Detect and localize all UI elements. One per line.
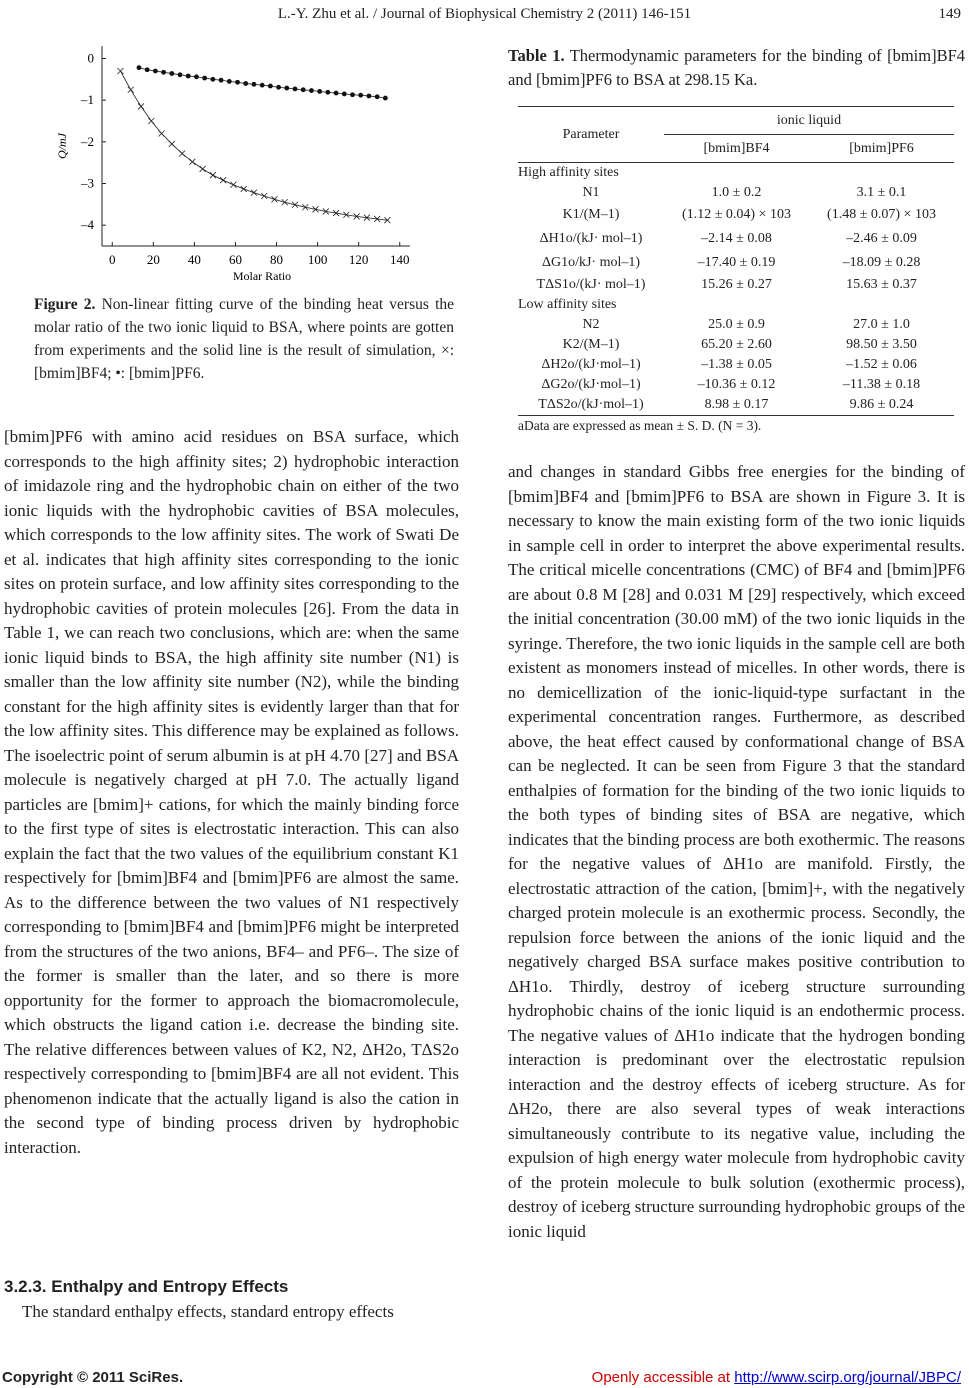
- x-tick-label: 60: [228, 252, 242, 267]
- data-point-bf4: [128, 87, 134, 93]
- data-point-bf4: [210, 172, 216, 178]
- left-paragraph: [bmim]PF6 with amino acid residues on BSA surface, which corresponds to the high affinity sites; 2) hydrophobic interaction of imidazole ring and the hydrophobic chain on either of the two ionic liquids with the hydrophobic cavities of BSA molecules, which corresponds to the low affinity sites. The work of Swati De et al. indicates that high affinity sites corresponding to the ionic sites on protein surface, and low affinity sites corresponding to the hydrophobic cavities of protein molecules [26]. From the data in Table 1, we can reach two conclusions, which are: when the same ionic liquid binds to BSA, the high affinity site number (N1) is smaller than the low affinity site number (N2), while the binding constant for the high affinity sites is evidently larger than that for the low affinity sites. This difference may be explained as follows. The isoelectric point of serum albumin is at pH 4.70 [27] and BSA molecule is negatively charged at pH 7.0. The actually ligand particles are [bmim]+ cations, for which the mainly binding force to the first type of sites is electrostatic interaction. This can also explain the fact that the two values of the equilibrium constant K1 respectively for [bmim]BF4 and [bmim]PF6 are almost the same. As to the difference between the two values of N1 respectively corresponding to [bmim]BF4 and [bmim]PF6 might be interpreted from the structures of the two anions, BF4– and PF6–. The size of the former is smaller than the later, and so there is more opportunity for the former to approach the biomacromolecule, which obstructs the ligand cation i.e. decrease the binding site. The relative differences between values of K2, N2, ΔH2o, TΔS2o respectively corresponding to [bmim]BF4 are all not evident. This phenomenon indicate that the actually ligand is also the cation in the second type of binding process driven by hydrophobic interaction.: [4, 427, 459, 1157]
- data-point-bf4: [189, 159, 195, 165]
- x-tick-label: 140: [389, 252, 410, 267]
- data-point-pf6: [210, 77, 215, 82]
- table-cell-bf4: (1.12 ± 0.04) × 103: [682, 207, 791, 222]
- table-footnote: aData are expressed as mean ± S. D. (N = 3).: [518, 418, 762, 433]
- x-axis-label: Molar Ratio: [232, 269, 292, 283]
- copyright-footer: Copyright © 2011 SciRes.: [2, 1369, 184, 1386]
- table-cell-bf4: 8.98 ± 0.17: [664, 395, 809, 416]
- data-point-pf6: [186, 74, 191, 79]
- table-cell-parameter: K2/(M–1): [562, 337, 620, 352]
- access-footer: [592, 1369, 961, 1386]
- table-cell-pf6: 9.86 ± 0.24: [809, 395, 954, 416]
- data-point-bf4: [271, 196, 277, 202]
- figure-2-chart: [50, 38, 420, 288]
- fit-curve-bf4: [121, 71, 388, 220]
- table-row: [518, 163, 954, 184]
- table-row: [518, 375, 954, 395]
- data-point-bf4: [230, 182, 236, 188]
- x-tick-label: 120: [348, 252, 369, 267]
- x-tick-label: 0: [109, 252, 116, 267]
- table-cell-parameter: TΔS1o/(kJ· mol–1): [536, 277, 646, 292]
- y-tick-label: 0: [87, 50, 94, 66]
- table-header-pf6: [bmim]PF6: [809, 135, 954, 163]
- table-header-group: ionic liquid: [664, 107, 954, 135]
- table-cell-parameter: ΔH2o/(kJ·mol–1): [541, 357, 641, 372]
- table-row: [518, 203, 954, 227]
- table-cell-bf4: –10.36 ± 0.12: [697, 377, 776, 392]
- table-cell-parameter: ΔH1o/(kJ· mol–1): [539, 231, 643, 246]
- table-row: [518, 183, 954, 203]
- left-column-text: [4, 425, 459, 1160]
- table-cell-parameter: High affinity sites: [518, 165, 619, 180]
- data-point-bf4: [200, 166, 206, 172]
- table-caption-label: Table 1.: [508, 46, 565, 65]
- journal-link[interactable]: http://www.scirp.org/journal/JBPC/: [734, 1369, 961, 1386]
- table-cell-pf6: 3.1 ± 0.1: [856, 185, 907, 200]
- figure-caption-text: Non-linear fitting curve of the binding heat versus the molar ratio of the two ionic liquid to BSA, where points are gotten from experiments and the solid line is the result of simulation, ×: [bmim]BF4; •: [bmim]PF6.: [34, 296, 455, 382]
- table-cell-bf4: 15.26 ± 0.27: [701, 277, 772, 292]
- table-cell-pf6: 27.0 ± 1.0: [853, 317, 910, 332]
- data-point-pf6: [367, 94, 372, 99]
- data-point-bf4: [220, 177, 226, 183]
- right-paragraph: and changes in standard Gibbs free energies for the binding of [bmim]BF4 and [bmim]PF6 to BSA are shown in Figure 3. It is necessary to know the main existing form of the two ionic liquids in sample cell in order to interpret the above experimental results. The critical micelle concentrations (CMC) of BF4 and [bmim]PF6 are about 0.8 M [28] and 0.031 M [29] respectively, which exceed the initial concentration (30.00 mM) of the two ionic liquids in the syringe. Therefore, the two ionic liquids in the sample cell are both existent as monomers instead of micelles. In other words, there is no demicellization of the ionic-liquid-type surfactant in the experimental concentration ranges. Furthermore, as described above, the heat effect caused by conformational change of BSA can be neglected. It can be seen from Figure 3 that the standard enthalpies of formation for the binding of the two ionic liquids to the both types of binding sites of BSA are negative, which indicates that the binding process are both exothermic. The reasons for the negative values of ΔH1o are manifold. Firstly, the electrostatic attraction of the cation, [bmim]+, with the negatively charged protein molecule is an exothermic process. Secondly, the repulsion force between the anions of the ionic liquid and the negatively charged BSA surface makes positive contribution to ΔH1o. Thirdly, destroy of iceberg structure surrounding hydrophobic chains of the ionic liquid is an endothermic process. The negative values of ΔH1o indicate that the hydrogen bonding interaction is predominant over the electrostatic repulsion interaction and the destroy effects of iceberg structure. As for ΔH2o, there are also several types of weak interactions simultaneously contribute to its negative value, including the expulsion of high energy water molecule from hydrophobic cavity of the protein molecule to bulk solution (exothermic process), destroy of iceberg structure surrounding hydrophobic groups of the ionic liquid: [508, 462, 965, 1241]
- data-point-pf6: [260, 83, 265, 88]
- table-cell-pf6: 15.63 ± 0.37: [846, 277, 917, 292]
- data-point-bf4: [117, 68, 123, 74]
- table-cell-bf4: 25.0 ± 0.9: [708, 317, 765, 332]
- data-point-bf4: [282, 199, 288, 205]
- data-point-pf6: [342, 92, 347, 97]
- data-point-pf6: [202, 76, 207, 81]
- data-point-pf6: [161, 70, 166, 75]
- table-row: [518, 335, 954, 355]
- data-point-pf6: [252, 82, 257, 87]
- data-point-bf4: [138, 103, 144, 109]
- table-cell-parameter: N1: [582, 185, 600, 200]
- data-point-pf6: [145, 67, 150, 72]
- data-point-pf6: [276, 85, 281, 90]
- data-point-pf6: [219, 78, 224, 83]
- table-cell-parameter: K1/(M–1): [562, 207, 620, 222]
- data-point-pf6: [334, 91, 339, 96]
- data-point-bf4: [169, 141, 175, 147]
- table-row: [518, 251, 954, 275]
- y-axis-label: Q/mJ: [55, 133, 69, 159]
- page-number: 149: [938, 6, 961, 22]
- data-point-pf6: [235, 80, 240, 85]
- table-cell-parameter: ΔG1o/kJ· mol–1): [541, 255, 641, 270]
- table-cell-pf6: –11.38 ± 0.18: [842, 377, 921, 392]
- table-cell-bf4: [664, 295, 809, 315]
- data-point-bf4: [241, 186, 247, 192]
- table-row: [518, 295, 954, 315]
- access-prefix: Openly accessible at: [591, 1369, 735, 1386]
- table-cell-bf4: 65.20 ± 2.60: [701, 337, 772, 352]
- data-point-pf6: [317, 89, 322, 94]
- table-cell-parameter: N2: [582, 317, 600, 332]
- table-row: [518, 355, 954, 375]
- table-cell-pf6: [809, 163, 954, 184]
- running-header: L.-Y. Zhu et al. / Journal of Biophysical Chemistry 2 (2011) 146-151: [277, 6, 692, 22]
- table-cell-pf6: (1.48 ± 0.07) × 103: [827, 207, 936, 222]
- data-point-pf6: [350, 92, 355, 97]
- data-point-bf4: [148, 118, 154, 124]
- data-point-pf6: [243, 81, 248, 86]
- data-point-pf6: [227, 79, 232, 84]
- data-point-bf4: [159, 131, 165, 137]
- thermodynamic-table: [518, 106, 954, 416]
- data-point-pf6: [137, 65, 142, 70]
- y-tick-label: –4: [81, 217, 94, 233]
- table-cell-pf6: –1.52 ± 0.06: [846, 357, 917, 372]
- data-point-pf6: [284, 86, 289, 91]
- data-point-pf6: [293, 87, 298, 92]
- data-point-pf6: [375, 94, 380, 99]
- data-point-pf6: [383, 96, 388, 101]
- data-point-pf6: [194, 74, 199, 79]
- table-cell-pf6: 98.50 ± 3.50: [846, 337, 917, 352]
- data-point-pf6: [301, 87, 306, 92]
- table-cell-pf6: –2.46 ± 0.09: [846, 231, 917, 246]
- right-column-text: [508, 460, 965, 1244]
- data-point-pf6: [309, 88, 314, 93]
- table-cell-bf4: [664, 163, 809, 184]
- table-caption: [508, 44, 965, 92]
- section-first-line: The standard enthalpy effects, standard entropy effects: [22, 1302, 394, 1321]
- chart-marks: [117, 65, 390, 223]
- table-body: [518, 163, 954, 416]
- y-tick-label: –3: [81, 175, 94, 191]
- data-point-bf4: [251, 190, 257, 196]
- x-tick-label: 100: [307, 252, 328, 267]
- data-point-pf6: [169, 71, 174, 76]
- data-point-pf6: [268, 84, 273, 89]
- data-point-pf6: [358, 93, 363, 98]
- table-cell-bf4: –17.40 ± 0.19: [697, 255, 776, 270]
- table-row: [518, 315, 954, 335]
- data-point-pf6: [325, 90, 330, 95]
- table-row: [518, 275, 954, 295]
- table-row: [518, 227, 954, 251]
- y-tick-label: –1: [81, 92, 94, 108]
- table-cell-pf6: [809, 295, 954, 315]
- table-cell-bf4: –2.14 ± 0.08: [701, 231, 772, 246]
- figure-caption: [34, 293, 454, 385]
- table-header-parameter: Parameter: [518, 107, 664, 163]
- table-row: [518, 395, 954, 416]
- data-point-pf6: [153, 69, 158, 74]
- x-tick-label: 40: [187, 252, 201, 267]
- y-tick-label: –2: [81, 133, 94, 149]
- section-heading: 3.2.3. Enthalpy and Entropy Effects: [4, 1277, 289, 1296]
- x-tick-label: 20: [146, 252, 160, 267]
- data-point-pf6: [178, 72, 183, 77]
- table-cell-parameter: ΔG2o/(kJ·mol–1): [541, 377, 641, 392]
- x-tick-label: 80: [270, 252, 284, 267]
- table-cell-bf4: –1.38 ± 0.05: [701, 357, 772, 372]
- chart-axes: [80, 46, 410, 267]
- table-cell-bf4: 1.0 ± 0.2: [711, 185, 762, 200]
- table-header-bf4: [bmim]BF4: [664, 135, 809, 163]
- table-caption-text: Thermodynamic parameters for the binding of [bmim]BF4 and [bmim]PF6 to BSA at 298.15 Ka.: [508, 46, 966, 89]
- table-cell-pf6: –18.09 ± 0.28: [842, 255, 921, 270]
- data-point-bf4: [261, 193, 267, 199]
- table-cell-parameter: Low affinity sites: [518, 297, 617, 312]
- figure-caption-label: Figure 2.: [34, 296, 96, 313]
- data-point-bf4: [179, 151, 185, 157]
- table-cell-parameter: TΔS2o/(kJ·mol–1): [518, 395, 664, 416]
